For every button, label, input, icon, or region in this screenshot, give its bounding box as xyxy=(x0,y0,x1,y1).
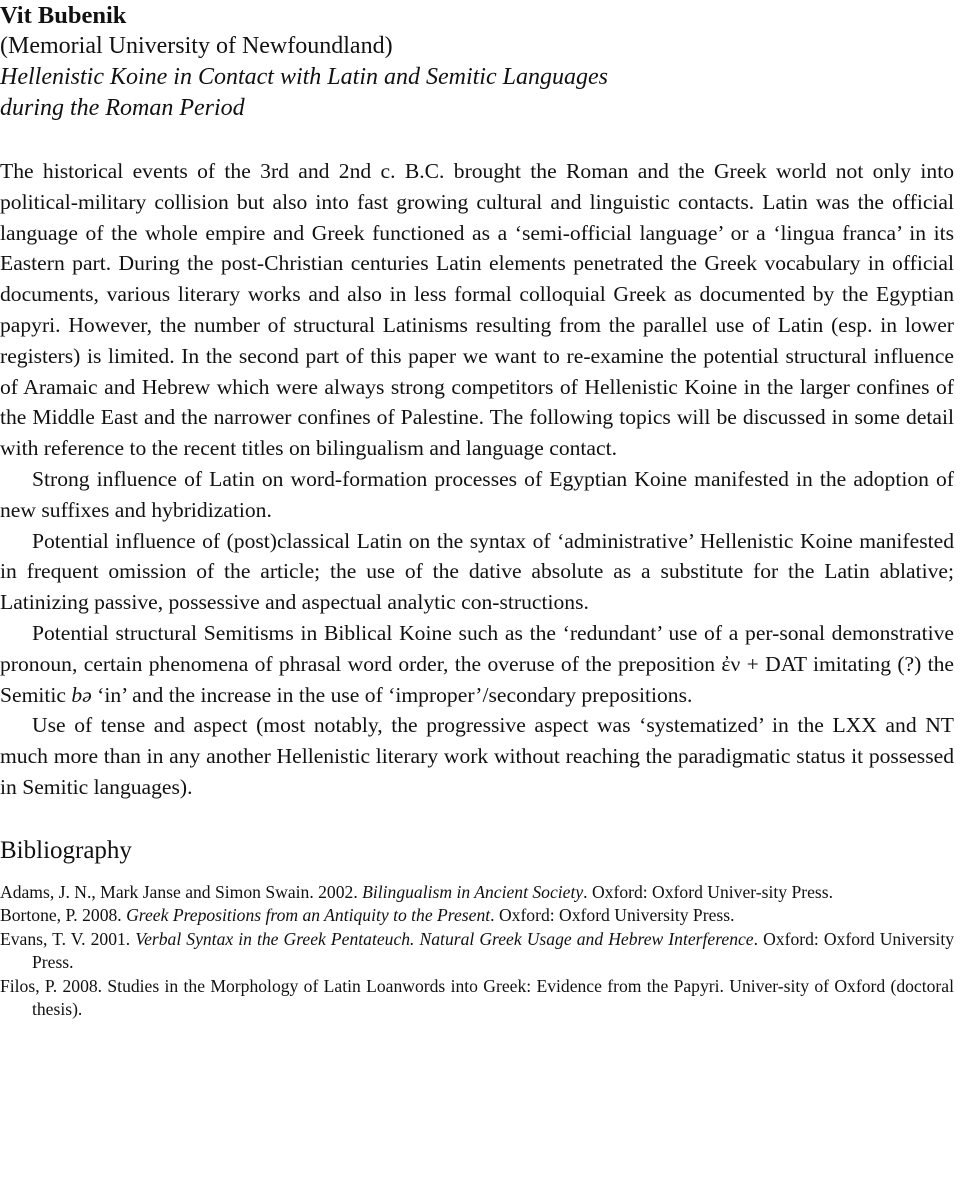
paper-title-line-2: during the Roman Period xyxy=(0,95,245,121)
bib-entry-title: Verbal Syntax in the Greek Pentateuch. Natural Greek Usage and Hebrew Interference xyxy=(135,928,754,949)
abstract-paragraph-2: Strong influence of Latin on word-formation processes of Egyptian Koine manifested in the adoption of new suffixes and hybridization. xyxy=(0,466,954,522)
bib-entry-publisher: . Oxford: Oxford University Press. xyxy=(490,905,735,926)
abstract-paragraph-1: The historical events of the 3rd and 2nd c. B.C. brought the Roman and the Greek world not only into political-military collision but also into fast growing cultural and linguistic contacts. Latin was the official language of the whole empire and Greek functioned as a ‘semi-official language’ or a ‘lingua franca’ in its Eastern part. During the post-Christian centuries Latin elements penetrated the Greek vocabulary in official documents, various literary works and also in less formal colloquial Greek as documented by the Egyptian papyri. However, the number of structural Latinisms resulting from the parallel use of Latin (esp. in lower registers) is limited. In the second part of this paper we want to re-examine the potential structural influence of Aramaic and Hebrew which were always strong competitors of Hellenistic Koine in the larger confines of the Middle East and the narrower confines of Palestine. The following topics will be discussed in some detail with reference to the recent titles on bilingualism and language contact. xyxy=(0,159,954,461)
bib-entry-text: Filos, P. 2008. Studies in the Morphology of Latin Loanwords into Greek: Evidence from the Papyri. Univer-sity of Oxford (doctoral thesis). xyxy=(0,975,954,1020)
bib-entry-title: Bilingualism in Ancient Society xyxy=(362,881,584,902)
bibliography-heading: Bibliography xyxy=(0,836,132,864)
bibliography-entry xyxy=(0,904,954,928)
abstract-paragraph-5: Use of tense and aspect (most notably, the progressive aspect was ‘systematized’ in the LXX and NT much more than in any another Hellenistic literary work without reaching the paradigmatic status it possessed in Semitic languages). xyxy=(0,713,954,799)
abstract-body xyxy=(0,156,954,803)
paper-header xyxy=(0,0,954,124)
bibliography-entry xyxy=(0,928,954,975)
bib-entry-author: Adams, J. N., Mark Janse and Simon Swain. 2002. xyxy=(0,881,363,902)
bibliography-list xyxy=(0,881,954,1022)
abstract-paragraph-4 xyxy=(0,618,954,710)
bib-entry-title: Greek Prepositions from an Antiquity to the Present xyxy=(126,905,491,926)
bib-entry-author: Evans, T. V. 2001. xyxy=(0,928,136,949)
author-name: Vit Bubenik xyxy=(0,2,127,29)
paragraph-4-italic-term: bə xyxy=(71,682,92,707)
paragraph-4-text-b: ‘in’ and the increase in the use of ‘improper’/secondary prepositions. xyxy=(91,682,693,707)
paragraph-4-text-a: Potential structural Semitisms in Biblical Koine such as the ‘redundant’ use of a per-sonal demonstrative pronoun, certain phenomena of phrasal word order, the overuse of the preposition ἐν + DAT imitating (?) the Semitic xyxy=(0,620,954,707)
author-affiliation: (Memorial University of Newfoundland) xyxy=(0,33,393,59)
bib-entry-publisher: . Oxford: Oxford University Press. xyxy=(32,928,954,973)
bibliography-entry xyxy=(0,975,954,1022)
paper-title-line-1: Hellenistic Koine in Contact with Latin and Semitic Languages xyxy=(0,64,608,90)
abstract-paragraph-3: Potential influence of (post)classical Latin on the syntax of ‘administrative’ Hellenistic Koine manifested in frequent omission of the article; the use of the dative absolute as a substitute for the Latin ablative; Latinizing passive, possessive and aspectual analytic con-structions. xyxy=(0,528,954,615)
bibliography-entry xyxy=(0,881,954,905)
bib-entry-publisher: . Oxford: Oxford Univer-sity Press. xyxy=(583,881,833,902)
bib-entry-author: Bortone, P. 2008. xyxy=(0,905,127,926)
